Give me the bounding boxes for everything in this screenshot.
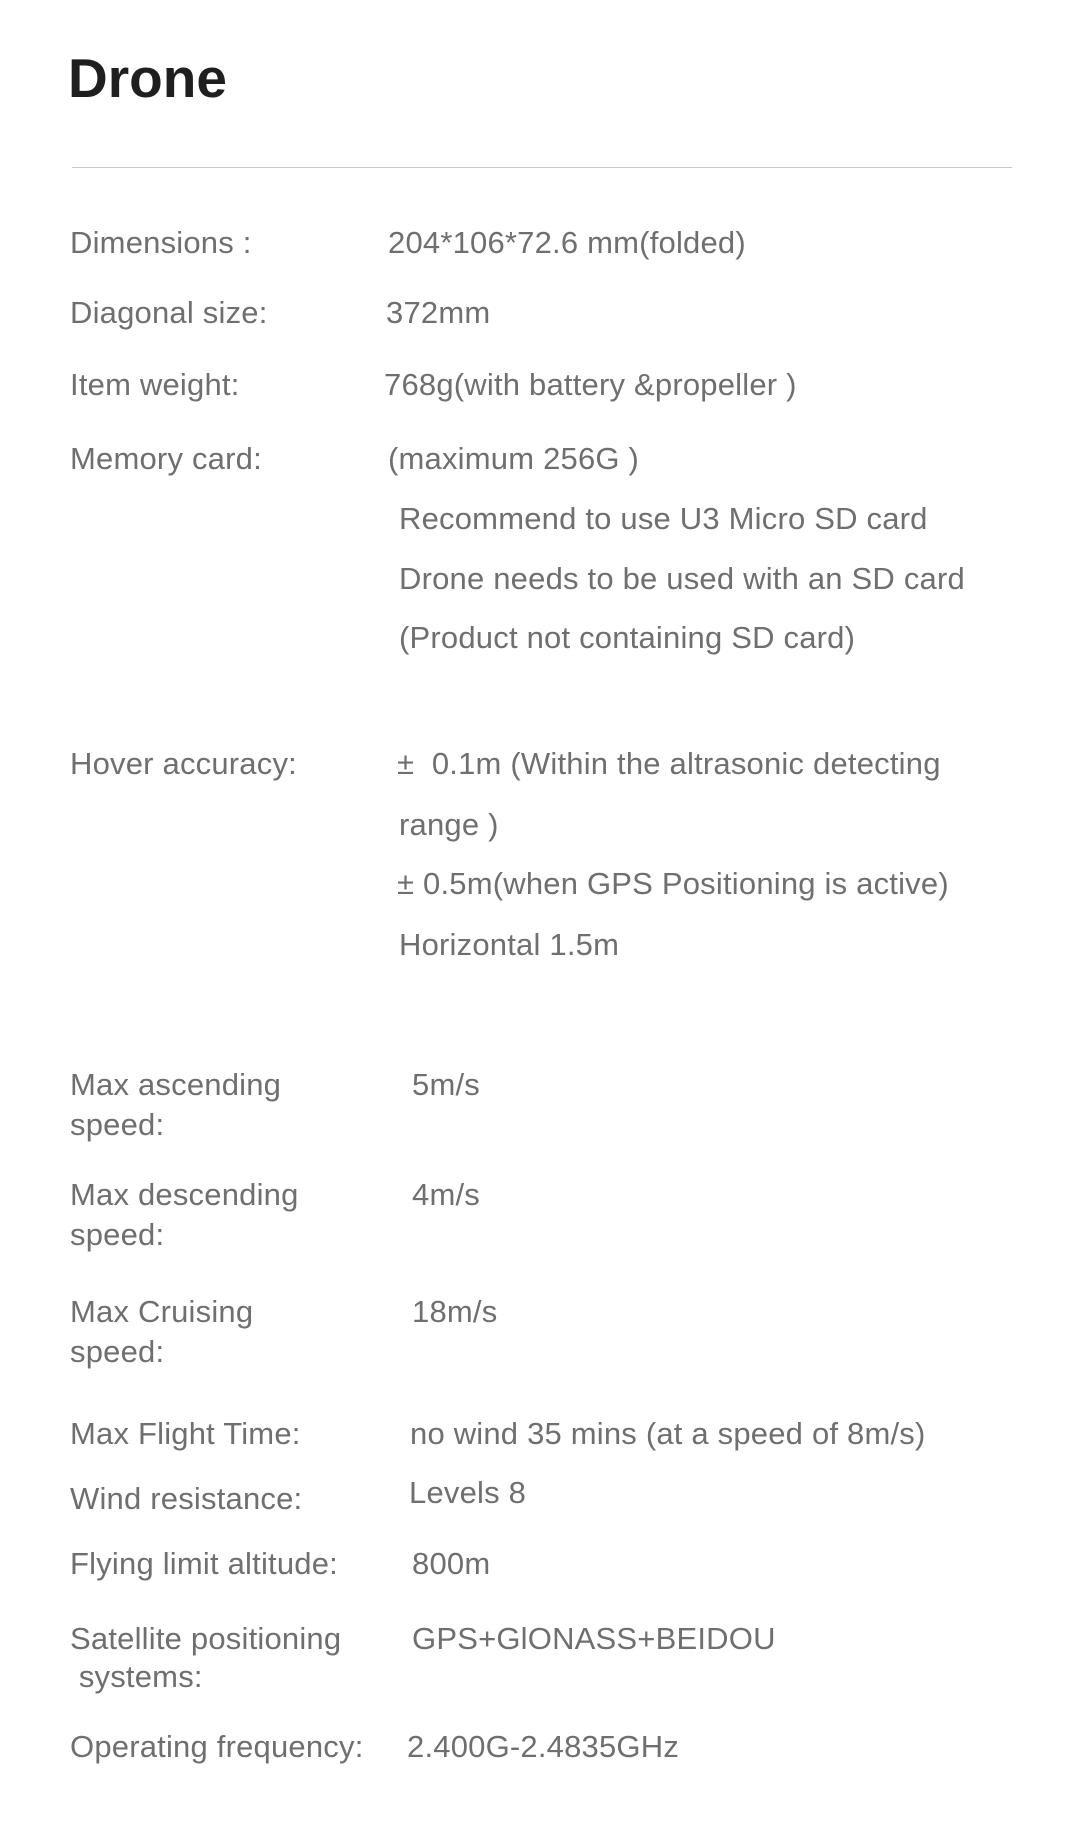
spec-value-hover-accuracy: Horizontal 1.5m [399, 927, 620, 962]
spec-label-max-descending-speed: Max descending [70, 1177, 299, 1212]
spec-value-hover-accuracy: ± 0.5m(when GPS Positioning is active) [397, 866, 949, 901]
spec-value-memory-card: Drone needs to be used with an SD card [399, 561, 965, 596]
spec-value-dimensions: 204*106*72.6 mm(folded) [388, 225, 746, 260]
spec-value-flying-limit-altitude: 800m [412, 1546, 491, 1581]
spec-label-satellite-positioning-systems: systems: [70, 1659, 203, 1694]
spec-label-max-cruising-speed: Max Cruising [70, 1294, 254, 1329]
spec-label-max-cruising-speed: speed: [70, 1334, 165, 1369]
spec-label-diagonal-size: Diagonal size: [70, 295, 268, 330]
spec-label-flying-limit-altitude: Flying limit altitude: [70, 1546, 338, 1581]
spec-label-wind-resistance: Wind resistance: [70, 1481, 303, 1516]
spec-label-hover-accuracy: Hover accuracy: [70, 746, 297, 781]
spec-value-satellite-positioning-systems: GPS+GlONASS+BEIDOU [412, 1621, 776, 1656]
spec-value-memory-card: (Product not containing SD card) [399, 620, 856, 655]
spec-value-memory-card: Recommend to use U3 Micro SD card [399, 501, 928, 536]
spec-label-max-descending-speed: speed: [70, 1217, 165, 1252]
spec-label-max-ascending-speed: Max ascending [70, 1067, 282, 1102]
spec-value-max-ascending-speed: 5m/s [412, 1067, 480, 1102]
divider [72, 167, 1012, 168]
spec-label-memory-card: Memory card: [70, 441, 262, 476]
spec-label-item-weight: Item weight: [70, 367, 240, 402]
spec-value-memory-card: (maximum 256G ) [388, 441, 640, 476]
spec-label-dimensions: Dimensions : [70, 225, 252, 260]
spec-value-max-flight-time: no wind 35 mins (at a speed of 8m/s) [410, 1416, 926, 1451]
spec-value-operating-frequency: 2.400G-2.4835GHz [407, 1729, 680, 1764]
spec-value-item-weight: 768g(with battery &propeller ) [384, 367, 797, 402]
spec-value-wind-resistance: Levels 8 [409, 1475, 527, 1510]
spec-label-max-ascending-speed: speed: [70, 1107, 165, 1142]
spec-label-operating-frequency: Operating frequency: [70, 1729, 364, 1764]
spec-value-max-descending-speed: 4m/s [412, 1177, 480, 1212]
spec-value-hover-accuracy: range ) [399, 807, 499, 842]
spec-label-satellite-positioning-systems: Satellite positioning [70, 1621, 342, 1656]
spec-value-max-cruising-speed: 18m/s [412, 1294, 498, 1329]
spec-value-hover-accuracy: ± 0.1m (Within the altrasonic detecting [397, 746, 941, 781]
spec-label-max-flight-time: Max Flight Time: [70, 1416, 301, 1451]
spec-value-diagonal-size: 372mm [386, 295, 491, 330]
page-title: Drone [68, 47, 227, 109]
